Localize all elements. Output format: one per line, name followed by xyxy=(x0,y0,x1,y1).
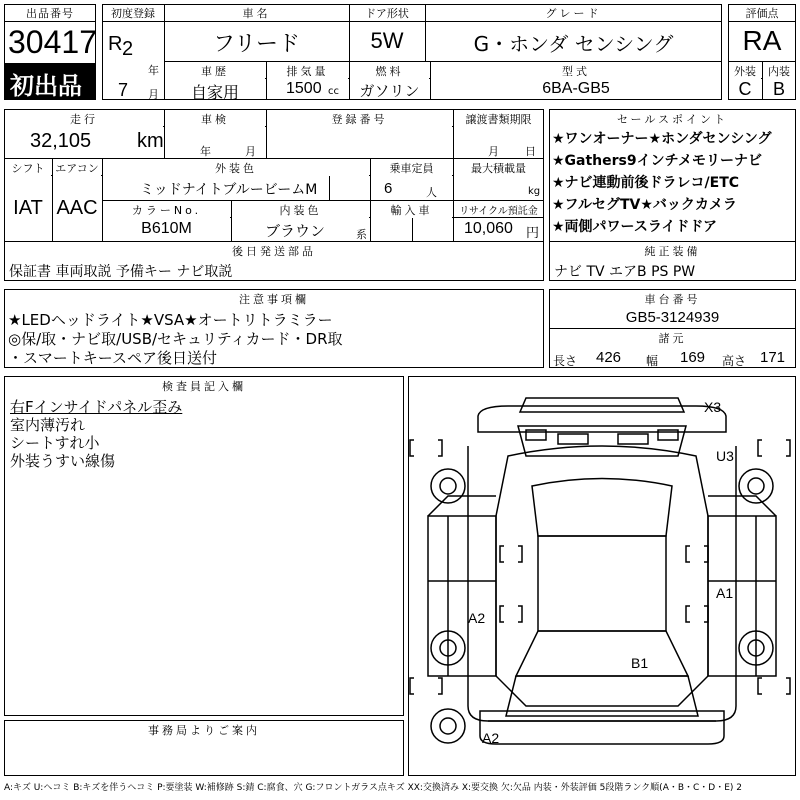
note-2: ◎保/取・ナビ取/USB/セキュリティカード・DR取 xyxy=(8,330,343,348)
selling-point-5: ★両側パワースライドドア xyxy=(552,219,718,235)
chassis-label: 車台番号 xyxy=(550,291,795,307)
score-interior: B xyxy=(772,79,785,99)
capacity: 6 xyxy=(384,180,393,197)
wheel-rr xyxy=(739,469,773,503)
spare-wheel xyxy=(431,709,465,743)
inspector-note-1: 右Fインサイドパネル歪み xyxy=(10,398,183,416)
car-diagram xyxy=(408,376,796,776)
damage-mark-right-rear: U3 xyxy=(716,448,734,464)
max-load-label: 最大積載量 xyxy=(454,160,543,176)
inspector-note-4: 外装うすい線傷 xyxy=(10,452,116,470)
transfer-deadline-label: 譲渡書類期限 xyxy=(454,111,543,127)
score-overall: RA xyxy=(742,25,782,56)
displacement: 1500 xyxy=(286,80,322,97)
wheel-rl xyxy=(431,469,465,503)
grade-label: グレード xyxy=(426,5,721,21)
fuel: ガソリン xyxy=(359,82,420,100)
first-reg-year: 2 xyxy=(122,38,134,60)
exterior-grade-label: 外装 xyxy=(729,63,761,79)
shift: IAT xyxy=(13,197,43,219)
later-items: 保証書 車両取説 予備キー ナビ取説 xyxy=(9,264,233,280)
inspection-year-unit: 年 xyxy=(200,145,211,158)
max-load-unit: kg xyxy=(528,186,541,197)
mileage: 32,105 xyxy=(30,130,92,152)
mileage-label: 走行 xyxy=(5,111,163,127)
selling-point-1: ★ワンオーナー★ホンダセンシング xyxy=(552,131,772,147)
selling-point-2: ★Gathers9インチメモリーナビ xyxy=(552,153,763,169)
lot-number: 30417 xyxy=(8,24,97,60)
genuine-equipment-label: 純正装備 xyxy=(550,243,795,259)
damage-mark-rear: X3 xyxy=(704,399,722,415)
recycle-label: リサイクル預託金 xyxy=(454,202,543,217)
door-type: 5W xyxy=(370,28,404,53)
recycle-fee: 10,060 xyxy=(464,220,513,237)
car-name: フリード xyxy=(212,32,301,57)
selling-point-3: ★ナビ連動前後ドラレコ/ETC xyxy=(552,175,740,191)
registration-label: 登録番号 xyxy=(267,111,452,127)
dimensions-label: 諸元 xyxy=(550,330,795,346)
note-1: ★LEDヘッドライト★VSA★オートリトラミラー xyxy=(8,311,333,329)
first-sale-badge-text: 初出品 xyxy=(10,72,82,100)
transfer-day-unit: 日 xyxy=(525,145,536,158)
history: 自家用 xyxy=(190,83,239,102)
score-exterior: C xyxy=(738,79,752,99)
rear-bumper xyxy=(520,398,684,412)
aircon-label: エアコン xyxy=(53,160,101,176)
first-reg-era: R xyxy=(108,33,123,55)
chassis-number: GB5-3124939 xyxy=(625,309,720,326)
height: 171 xyxy=(760,349,786,366)
color-no: B610M xyxy=(141,220,192,237)
import-label: 輸入車 xyxy=(371,202,452,218)
displacement-unit: cc xyxy=(328,86,339,97)
score-label: 評価点 xyxy=(729,5,795,21)
left-side xyxy=(428,516,496,676)
damage-mark-right-front: A1 xyxy=(716,585,734,601)
shift-label: シフト xyxy=(5,160,51,176)
first-reg-month: 7 xyxy=(118,80,129,100)
door-label: ドア形状 xyxy=(350,5,424,21)
selling-points-label: セールスポイント xyxy=(550,111,795,127)
first-reg-year-unit: 年 xyxy=(148,64,159,77)
length: 426 xyxy=(596,349,622,366)
inspector-label: 検査員記入欄 xyxy=(5,378,403,394)
width-label: 幅 xyxy=(646,354,659,368)
recycle-unit: 円 xyxy=(526,226,540,241)
mileage-unit: km xyxy=(137,130,164,152)
windshield xyxy=(516,631,688,676)
exterior-color-label: 外装色 xyxy=(103,160,369,176)
interior-grade-label: 内装 xyxy=(763,63,795,79)
inspection-month-unit: 月 xyxy=(245,145,256,158)
exterior-color: ミッドナイトブルービームM xyxy=(140,182,318,198)
width: 169 xyxy=(680,349,706,366)
interior-color-unit: 系 xyxy=(356,228,367,241)
lot-number-label: 出品番号 xyxy=(5,5,95,21)
selling-point-4: ★フルセグTV★バックカメラ xyxy=(552,197,737,213)
history-label: 車歴 xyxy=(165,63,265,79)
model-label: 型式 xyxy=(431,63,721,79)
height-label: 高さ xyxy=(722,354,747,368)
damage-mark-hood: B1 xyxy=(631,655,649,671)
note-3: ・スマートキースペア後日送付 xyxy=(8,349,217,367)
hood xyxy=(506,676,698,716)
inspection-label: 車検 xyxy=(165,111,265,127)
first-reg-label: 初度登録 xyxy=(103,5,163,21)
transfer-month-unit: 月 xyxy=(488,145,499,158)
inspector-note-3: シートすれ小 xyxy=(10,434,100,452)
legend: A:キズ U:ヘコミ B:キズを伴うヘコミ P:要塗装 W:補修跡 S:錆 C:腐食、穴 G:フロントガラス点キズ XX:交換済み X:要交換 欠:欠品 内装・外装評価 5段階ランク順(A・B・C・D・E) 2 xyxy=(4,783,743,793)
interior-color-label: 内装色 xyxy=(232,202,369,218)
grade: G・ホンダ センシング xyxy=(473,32,674,56)
interior-color: ブラウン xyxy=(265,222,326,240)
office-notice-label: 事務局よりご案内 xyxy=(5,722,403,738)
later-items-label: 後日発送部品 xyxy=(5,243,543,259)
first-reg-month-unit: 月 xyxy=(148,88,159,101)
color-no-label: カラーNo. xyxy=(103,202,230,218)
car-name-label: 車名 xyxy=(165,5,348,21)
length-label: 長さ xyxy=(553,354,578,368)
roof xyxy=(532,479,672,537)
damage-mark-left-front: A2 xyxy=(468,610,486,626)
displacement-label: 排気量 xyxy=(267,63,348,79)
capacity-label: 乗車定員 xyxy=(371,160,452,176)
genuine-equipment: ナビ TV エアB PS PW xyxy=(554,264,696,280)
damage-mark-front-bumper: A2 xyxy=(482,730,500,746)
aircon: AAC xyxy=(56,197,98,219)
fuel-label: 燃料 xyxy=(350,63,429,79)
capacity-unit: 人 xyxy=(426,186,437,199)
inspector-note-2: 室内薄汚れ xyxy=(10,416,86,434)
body-outline xyxy=(468,446,736,721)
notes-label: 注意事項欄 xyxy=(5,291,543,307)
model: 6BA-GB5 xyxy=(542,80,610,97)
